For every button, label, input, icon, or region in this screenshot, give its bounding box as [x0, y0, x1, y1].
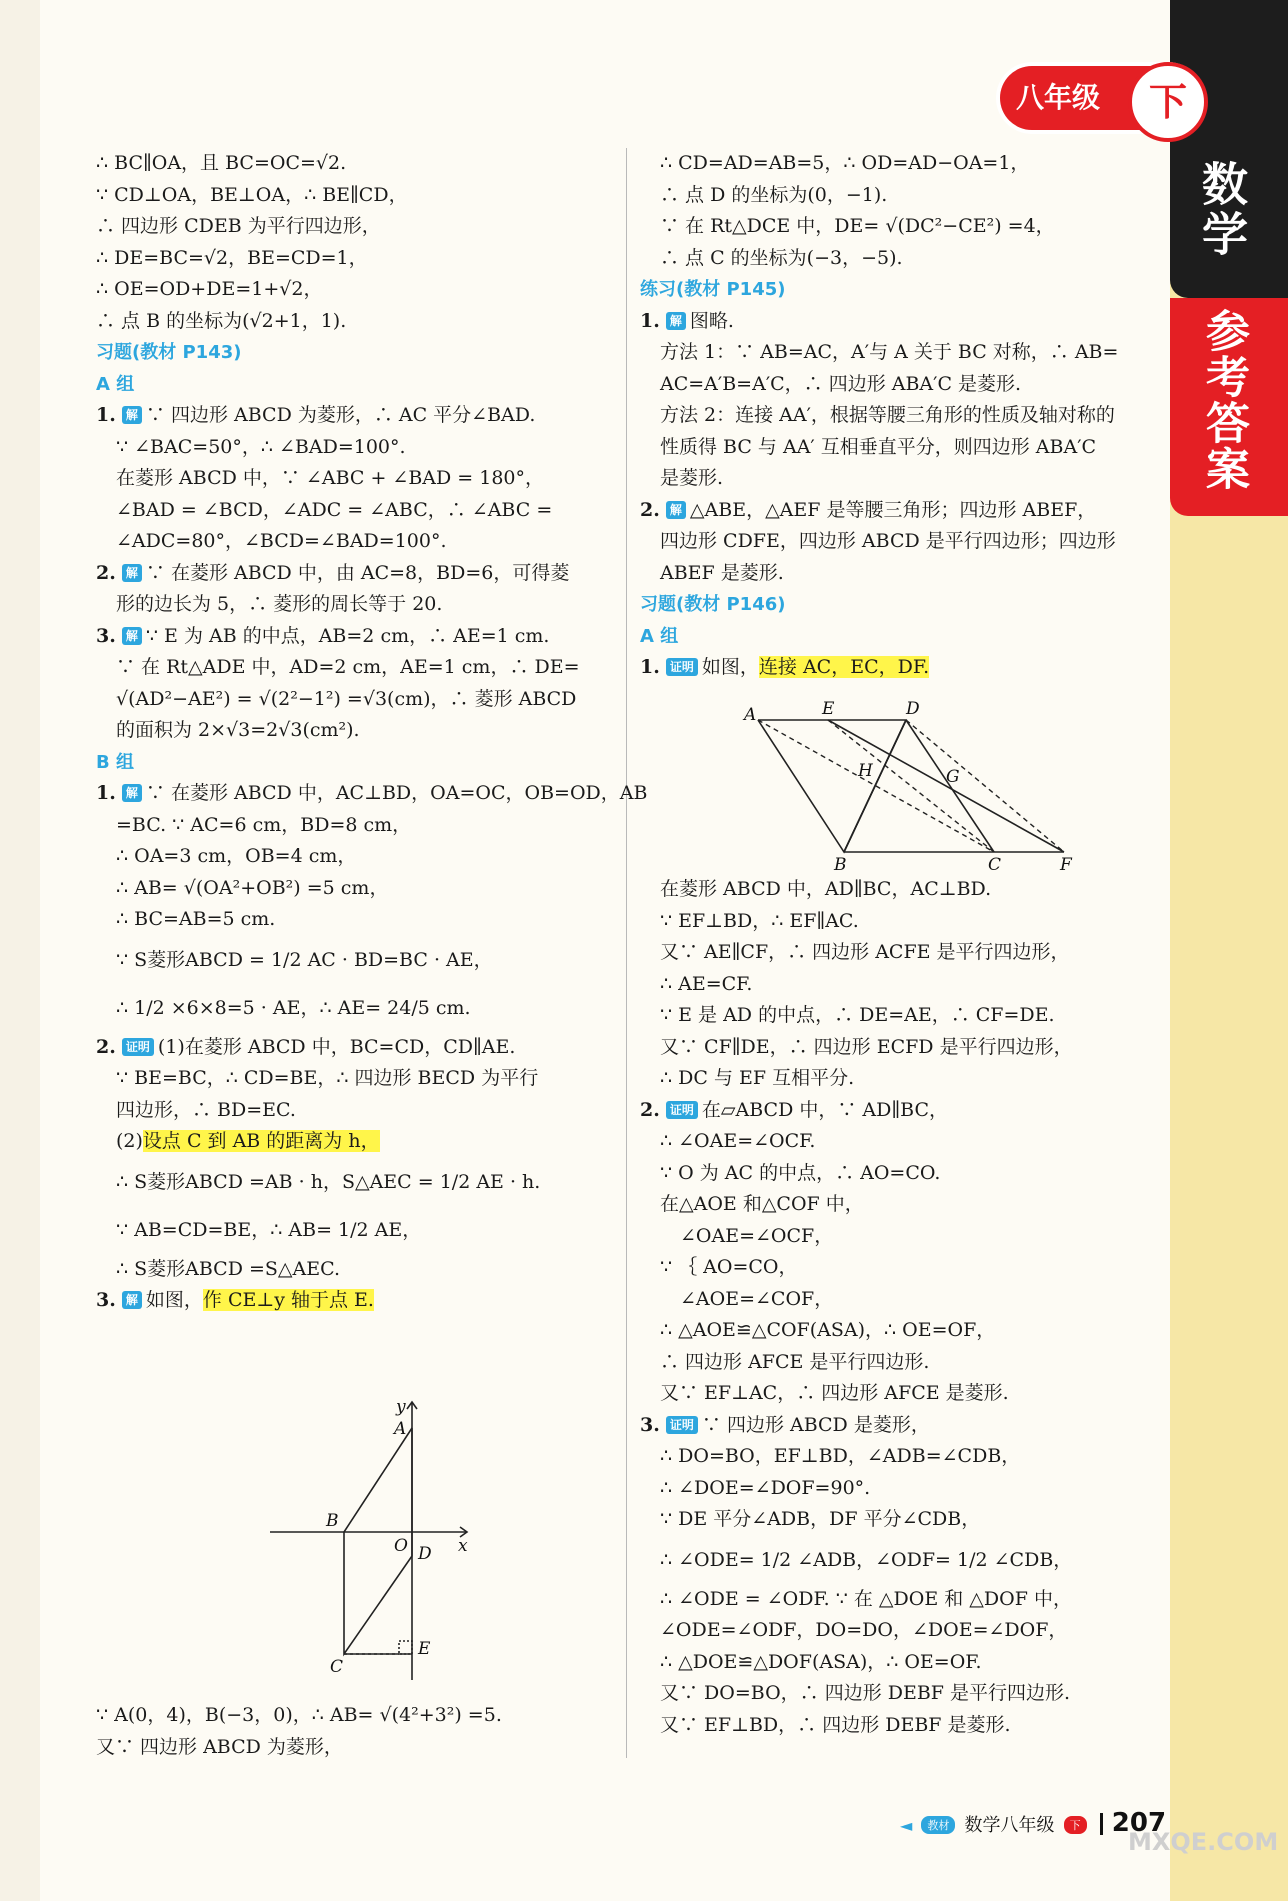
line-text: 在菱形 ABCD 中，∵ ∠ABC + ∠BAD = 180°， — [116, 467, 545, 489]
text-line — [96, 841, 616, 873]
line-text: 练习(教材 P145) — [640, 279, 786, 300]
text-line — [640, 1584, 1160, 1616]
label-A: A — [394, 1419, 407, 1439]
line-text: ABEF 是菱形. — [660, 561, 784, 584]
line-text: ∴ DE=BC=√2，BE=CD=1， — [96, 246, 368, 269]
line-text: 习题(教材 P146) — [640, 594, 786, 615]
line-text: △ABE，△AEF 是等腰三角形；四边形 ABEF， — [689, 498, 1097, 521]
label-H: H — [858, 761, 873, 781]
line-text: 又∵ EF⊥BD，∴ 四边形 DEBF 是菱形. — [660, 1713, 1011, 1736]
text-line — [640, 1647, 1160, 1679]
line-text: ∠AOE=∠COF， — [680, 1287, 834, 1310]
text-line — [640, 526, 1160, 558]
line-text: 四边形 ABCD 为菱形，∴ AC 平分∠BAD. — [170, 404, 536, 426]
line-text: 又∵ EF⊥AC，∴ 四边形 AFCE 是菱形. — [660, 1382, 1009, 1404]
line-text: (1)在菱形 ABCD 中，BC=CD，CD∥AE. — [157, 1035, 516, 1058]
line-text: ∴ ∠ODE= 1/2 ∠ADB，∠ODF= 1/2 ∠CDB， — [660, 1548, 1073, 1571]
line-text: 习题(教材 P143) — [96, 342, 242, 363]
text-line — [96, 904, 616, 936]
text-line — [96, 1206, 616, 1254]
text-line — [640, 1000, 1160, 1032]
item-number: 2. — [96, 1035, 116, 1058]
line-text: ∵ 在菱形 ABCD 中，AC⊥BD，OA=OC，OB=OD，AB — [145, 782, 648, 804]
line-text: ∵ 四边形 ABCD 是菱形， — [701, 1413, 930, 1436]
answer-mark: 解 — [122, 1291, 142, 1309]
label-A: A — [744, 705, 757, 725]
line-text: =BC. ∵ AC=6 cm，BD=8 cm， — [116, 813, 412, 836]
label-B: B — [834, 855, 847, 870]
answer-mark: 解 — [122, 784, 142, 802]
text-line — [96, 274, 616, 306]
answer-mark: 解 — [122, 564, 142, 582]
text-line — [96, 778, 648, 810]
footer-volume: 下 — [1064, 1816, 1087, 1834]
item-number: 1. — [96, 782, 116, 804]
label-D: D — [906, 700, 920, 719]
answer-mark: 解 — [122, 627, 142, 645]
text-line — [96, 369, 616, 401]
text-line — [640, 1315, 1160, 1347]
left-column-bottom — [96, 1700, 616, 1763]
text-line — [96, 1158, 616, 1206]
answer-mark: 证明 — [666, 1416, 698, 1434]
line-text: ∴ 四边形 CDEB 为平行四边形， — [96, 215, 381, 237]
text-line — [96, 1700, 616, 1732]
line-text: ∴ ∠ODE = ∠ODF. ∵ 在 △DOE 和 △DOF 中， — [660, 1587, 1072, 1610]
text-line — [640, 1378, 1160, 1410]
text-line — [96, 148, 616, 180]
text-line — [640, 1095, 1160, 1127]
line-text: ∴ OA=3 cm，OB=4 cm， — [116, 845, 357, 867]
line-text: 四边形 CDFE，四边形 ABCD 是平行四边形；四边形 — [660, 530, 1116, 552]
watermark: MXQE.COM — [1128, 1828, 1279, 1856]
item-number: 1. — [640, 309, 660, 332]
line-text: 又∵ CF∥DE，∴ 四边形 ECFD 是平行四边形， — [660, 1035, 1073, 1058]
right-column-bottom — [640, 874, 1160, 1741]
line-text: ∴ AE=CF. — [660, 972, 753, 995]
text-line — [96, 495, 616, 527]
text-line — [640, 1126, 1160, 1158]
text-line — [96, 243, 616, 275]
line-text: ∵ BE=BC，∴ CD=BE，∴ 四边形 BECD 为平行 — [116, 1067, 539, 1089]
text-line — [640, 589, 1160, 621]
line-text: ∵ AB=CD=BE，∴ AB= 1/2 AE， — [116, 1218, 422, 1241]
line-text: A 组 — [640, 625, 679, 647]
text-line — [640, 463, 1160, 495]
highlighted-text: 连接 AC，EC，DF. — [758, 656, 930, 678]
line-text: 又∵ AE∥CF，∴ 四边形 ACFE 是平行四边形， — [660, 941, 1070, 963]
line-text: 方法 1：∵ AB=AC，A′与 A 关于 BC 对称，∴ AB= — [660, 341, 1119, 363]
text-line — [640, 1678, 1160, 1710]
text-line — [96, 1032, 616, 1064]
text-line — [640, 1410, 1160, 1442]
line-prefix: ∵ — [145, 404, 171, 426]
line-text: √(AD²−AE²) = √(2²−1²) =√3(cm)，∴ 菱形 ABCD — [116, 687, 577, 710]
text-line — [640, 1347, 1160, 1379]
text-line — [96, 526, 616, 558]
line-text: ∴ AB= √(OA²+OB²) =5 cm， — [116, 876, 389, 899]
volume-label: 下 — [1128, 62, 1208, 142]
line-text: ∵ E 为 AB 的中点，AB=2 cm，∴ AE=1 cm. — [145, 624, 550, 647]
text-line — [640, 432, 1160, 464]
line-text: ∵ EF⊥BD，∴ EF∥AC. — [660, 909, 859, 932]
text-line — [96, 211, 616, 243]
line-text: ∴ △AOE≌△COF(ASA)，∴ OE=OF， — [660, 1319, 996, 1341]
item-number: 2. — [640, 1098, 660, 1121]
left-column — [96, 148, 648, 1317]
line-text: 如图， — [145, 1289, 203, 1311]
line-text: AC=A′B=A′C，∴ 四边形 ABA′C 是菱形. — [660, 372, 1022, 395]
text-line — [640, 1441, 1160, 1473]
section-tab-label: 参考答案 — [1198, 308, 1249, 492]
text-line — [640, 337, 1160, 369]
line-text: ∴ OE=OD+DE=1+√2， — [96, 278, 323, 300]
text-line — [96, 936, 616, 984]
line-text: ∴ BC∥OA，且 BC=OC=√2. — [96, 152, 347, 174]
line-text: B 组 — [96, 751, 134, 773]
item-number: 2. — [640, 498, 660, 521]
text-line — [640, 874, 1160, 906]
line-text: 是菱形. — [660, 467, 724, 489]
subject-label: 数学 — [1195, 160, 1249, 260]
line-text: ∵ DE 平分∠ADB，DF 平分∠CDB， — [660, 1508, 981, 1530]
line-text: 四边形，∴ BD=EC. — [116, 1098, 296, 1121]
text-line — [96, 463, 616, 495]
answer-mark: 解 — [666, 312, 686, 330]
text-line — [96, 1254, 616, 1286]
footer-title: 数学八年级 — [964, 1815, 1055, 1836]
line-text: ∴ 四边形 AFCE 是平行四边形. — [660, 1350, 930, 1373]
text-line — [640, 243, 1160, 275]
text-line — [640, 969, 1160, 1001]
text-line — [96, 1732, 616, 1764]
item-number: 1. — [96, 404, 116, 426]
text-line — [640, 906, 1160, 938]
text-line — [640, 1063, 1160, 1095]
line-text: ∵ CD⊥OA，BE⊥OA，∴ BE∥CD， — [96, 183, 408, 206]
text-line — [640, 369, 1160, 401]
text-line — [640, 1710, 1160, 1742]
label-E: E — [822, 700, 835, 719]
footer-separator — [1100, 1813, 1103, 1835]
line-text: ∴ 点 C 的坐标为(−3，−5). — [660, 246, 903, 269]
text-line — [96, 589, 616, 621]
line-text: 图略. — [689, 309, 734, 332]
line-text: 的面积为 2×√3=2√3(cm²). — [116, 719, 360, 741]
line-text: ∵ O 为 AC 的中点，∴ AO=CO. — [660, 1161, 941, 1184]
label-D: D — [418, 1544, 432, 1564]
grade-label: 八年级 — [1016, 81, 1101, 114]
line-text: ∴ 1/2 ×6×8=5 · AE，∴ AE= 24/5 cm. — [116, 996, 471, 1019]
line-text: ∴ DC 与 EF 互相平分. — [660, 1067, 855, 1089]
answer-mark: 证明 — [122, 1038, 154, 1056]
text-line — [96, 1126, 616, 1158]
text-line — [640, 1189, 1160, 1221]
line-text: 形的边长为 5，∴ 菱形的周长等于 20. — [116, 593, 443, 615]
text-line — [640, 1032, 1160, 1064]
text-line — [96, 1285, 616, 1317]
item-number: 1. — [640, 656, 660, 678]
item-number: 3. — [96, 624, 116, 647]
line-text: ∴ S菱形ABCD =AB · h，S△AEC = 1/2 AE · h. — [116, 1170, 541, 1193]
label-y: y — [396, 1398, 406, 1417]
text-line — [96, 810, 616, 842]
text-line — [96, 621, 616, 653]
line-text: ∠ODE=∠ODF，DO=DO，∠DOE=∠DOF， — [660, 1619, 1068, 1641]
line-text: 又∵ DO=BO，∴ 四边形 DEBF 是平行四边形. — [660, 1682, 1071, 1704]
text-line — [96, 747, 616, 779]
line-text: ∵ E 是 AD 的中点，∴ DE=AE，∴ CF=DE. — [660, 1004, 1055, 1026]
answer-mark: 证明 — [666, 1101, 698, 1119]
line-text: ∵ 在 Rt△ADE 中，AD=2 cm，AE=1 cm，∴ DE= — [116, 656, 580, 678]
line-text: 在菱形 ABCD 中，AD∥BC，AC⊥BD. — [660, 878, 992, 900]
line-text: ∴ ∠OAE=∠OCF. — [660, 1130, 816, 1152]
line-text: ∵ 在菱形 ABCD 中，由 AC=8，BD=6，可得菱 — [145, 561, 570, 584]
line-text: ∴ BC=AB=5 cm. — [116, 908, 276, 930]
highlighted-text: 设点 C 到 AB 的距离为 h， — [142, 1130, 380, 1152]
text-line — [640, 180, 1160, 212]
line-text: (2) — [116, 1130, 143, 1152]
line-text: A 组 — [96, 373, 135, 395]
text-line — [96, 984, 616, 1032]
line-text: ∵ A(0，4)，B(−3，0)，∴ AB= √(4²+3²) =5. — [96, 1704, 502, 1726]
line-text: 如图， — [701, 656, 759, 678]
item-number: 3. — [96, 1289, 116, 1311]
label-x: x — [458, 1536, 468, 1556]
coordinate-figure — [262, 1398, 492, 1688]
line-text: ∠OAE=∠OCF， — [680, 1224, 834, 1247]
line-text: ∴ ∠DOE=∠DOF=90°. — [660, 1476, 871, 1499]
line-text: 性质得 BC 与 AA′ 互相垂直平分，则四边形 ABA′C — [660, 435, 1097, 458]
text-line — [640, 211, 1160, 243]
arrow-left-icon: ◄ — [900, 1816, 913, 1835]
text-line — [640, 937, 1160, 969]
line-text: ∵ 在 Rt△DCE 中，DE= √(DC²−CE²) =4， — [660, 215, 1055, 237]
rhombus-figure — [740, 700, 1080, 870]
item-number: 2. — [96, 561, 116, 584]
text-line — [640, 495, 1160, 527]
text-line — [96, 715, 616, 747]
line-text: ∵ S菱形ABCD = 1/2 AC · BD=BC · AE， — [116, 948, 493, 971]
highlighted-text: 作 CE⊥y 轴于点 E. — [202, 1289, 374, 1311]
text-line — [640, 1473, 1160, 1505]
line-text: ∴ CD=AD=AB=5，∴ OD=AD−OA=1， — [660, 152, 1030, 174]
footer-badge: 教材 — [921, 1816, 955, 1834]
line-text: ∵ ｛ AO=CO， — [660, 1256, 798, 1278]
text-line — [96, 337, 616, 369]
line-text: ∴ S菱形ABCD =S△AEC. — [116, 1257, 341, 1280]
answer-mark: 证明 — [666, 658, 698, 676]
text-line — [96, 684, 616, 716]
text-line — [640, 1504, 1160, 1536]
page-number: 207 — [1111, 1808, 1167, 1838]
line-text: 又∵ 四边形 ABCD 为菱形， — [96, 1735, 343, 1758]
line-text: ∠ADC=80°，∠BCD=∠BAD=100°. — [116, 530, 447, 552]
label-B: B — [326, 1511, 339, 1531]
line-text: ∠BAD = ∠BCD，∠ADC = ∠ABC，∴ ∠ABC = — [116, 498, 553, 521]
text-line — [640, 306, 1160, 338]
line-text: ∵ ∠BAC=50°，∴ ∠BAD=100°. — [116, 435, 406, 458]
line-text: 在▱ABCD 中，∵ AD∥BC， — [701, 1098, 948, 1121]
text-line — [96, 432, 616, 464]
label-E: E — [418, 1639, 431, 1659]
text-line — [640, 652, 1160, 684]
answer-mark: 解 — [122, 406, 142, 424]
page-footer — [900, 1808, 1166, 1838]
text-line — [640, 1252, 1160, 1284]
right-column — [640, 148, 1160, 684]
label-C: C — [988, 855, 1002, 870]
answer-mark: 解 — [666, 501, 686, 519]
text-line — [96, 558, 616, 590]
label-G: G — [946, 767, 960, 787]
text-line — [640, 1536, 1160, 1584]
text-line — [640, 1615, 1160, 1647]
text-line — [640, 1221, 1160, 1253]
text-line — [640, 558, 1160, 590]
text-line — [96, 400, 616, 432]
line-text: 方法 2：连接 AA′，根据等腰三角形的性质及轴对称的 — [660, 404, 1115, 426]
text-line — [96, 306, 616, 338]
line-text: 在△AOE 和△COF 中， — [660, 1193, 864, 1215]
text-line — [96, 180, 616, 212]
label-C: C — [330, 1657, 344, 1677]
text-line — [640, 1158, 1160, 1190]
item-number: 3. — [640, 1413, 660, 1436]
line-text: ∴ DO=BO，EF⊥BD，∠ADB=∠CDB， — [660, 1445, 1021, 1467]
text-line — [96, 873, 616, 905]
text-line — [640, 621, 1160, 653]
line-text: ∴ △DOE≌△DOF(ASA)，∴ OE=OF. — [660, 1650, 982, 1673]
label-F: F — [1060, 855, 1072, 870]
line-text: ∴ 点 D 的坐标为(0，−1). — [660, 183, 888, 206]
text-line — [640, 274, 1160, 306]
text-line — [96, 1063, 616, 1095]
column-divider — [626, 148, 627, 1758]
label-O: O — [394, 1536, 408, 1556]
text-line — [96, 1095, 616, 1127]
text-line — [640, 1284, 1160, 1316]
text-line — [96, 652, 616, 684]
text-line — [640, 400, 1160, 432]
text-line — [640, 148, 1160, 180]
line-text: ∴ 点 B 的坐标为(√2+1，1). — [96, 309, 347, 332]
